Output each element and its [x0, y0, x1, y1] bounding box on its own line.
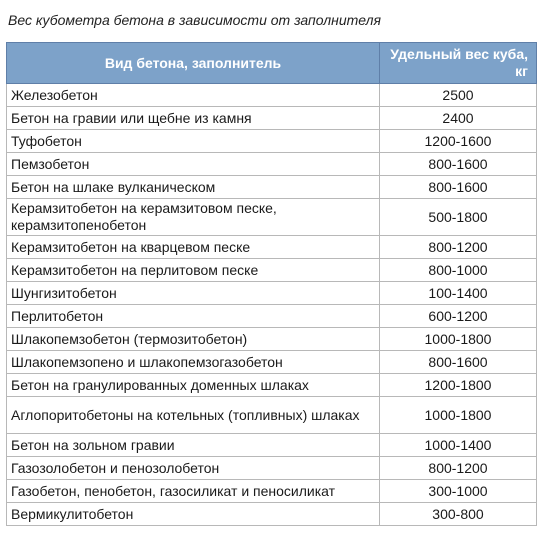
row-value-cell: 2400: [380, 107, 537, 130]
row-name-cell: Бетон на зольном гравии: [7, 434, 380, 457]
row-name-cell: Газозолобетон и пенозолобетон: [7, 457, 380, 480]
row-value-cell: 300-800: [380, 503, 537, 526]
column-header-type: Вид бетона, заполнитель: [7, 43, 380, 84]
table-row: [7, 282, 537, 305]
table-row: [7, 351, 537, 374]
row-name-cell: Туфобетон: [7, 130, 380, 153]
row-name-cell: Шунгизитобетон: [7, 282, 380, 305]
table-row: [7, 305, 537, 328]
row-value-cell: 800-1200: [380, 457, 537, 480]
table-row: [7, 199, 537, 236]
row-value-cell: 500-1800: [380, 199, 537, 236]
row-value-cell: 800-1600: [380, 176, 537, 199]
row-value-cell: 800-1200: [380, 236, 537, 259]
row-name-cell: Шлакопемзобетон (термозитобетон): [7, 328, 380, 351]
table-row: [7, 503, 537, 526]
table-row: [7, 153, 537, 176]
row-name-cell: Шлакопемзопено и шлакопемзогазобетон: [7, 351, 380, 374]
table-row: [7, 84, 537, 107]
row-value-cell: 800-1600: [380, 153, 537, 176]
concrete-density-table: [6, 42, 537, 526]
table-row: [7, 374, 537, 397]
row-name-cell: Перлитобетон: [7, 305, 380, 328]
row-value-cell: 100-1400: [380, 282, 537, 305]
table-row: [7, 176, 537, 199]
row-name-cell: Керамзитобетон на керамзитовом песке, керамзитопенобетон: [7, 199, 380, 236]
row-value-cell: 300-1000: [380, 480, 537, 503]
row-name-cell: Керамзитобетон на перлитовом песке: [7, 259, 380, 282]
row-value-cell: 800-1600: [380, 351, 537, 374]
row-name-cell: Бетон на гравии или щебне из камня: [7, 107, 380, 130]
row-name-cell: Бетон на гранулированных доменных шлаках: [7, 374, 380, 397]
table-row: [7, 236, 537, 259]
row-value-cell: 1000-1400: [380, 434, 537, 457]
column-header-weight: Удельный вес куба, кг: [380, 43, 537, 84]
table-row: [7, 130, 537, 153]
row-name-cell: Бетон на шлаке вулканическом: [7, 176, 380, 199]
row-value-cell: 1200-1600: [380, 130, 537, 153]
row-name-cell: Железобетон: [7, 84, 380, 107]
row-value-cell: 800-1000: [380, 259, 537, 282]
row-value-cell: 1000-1800: [380, 328, 537, 351]
row-name-cell: Аглопоритобетоны на котельных (топливных) шлаках: [7, 397, 380, 434]
table-row: [7, 107, 537, 130]
row-name-cell: Газобетон, пенобетон, газосиликат и пеносиликат: [7, 480, 380, 503]
table-row: [7, 457, 537, 480]
header-row: [7, 43, 537, 84]
row-value-cell: 1000-1800: [380, 397, 537, 434]
row-name-cell: Пемзобетон: [7, 153, 380, 176]
table-row: [7, 480, 537, 503]
row-name-cell: Керамзитобетон на кварцевом песке: [7, 236, 380, 259]
table-caption: Вес кубометра бетона в зависимости от заполнителя: [8, 12, 381, 28]
table-row: [7, 259, 537, 282]
row-name-cell: Вермикулитобетон: [7, 503, 380, 526]
table-row: [7, 397, 537, 434]
row-value-cell: 600-1200: [380, 305, 537, 328]
table-row: [7, 434, 537, 457]
row-value-cell: 2500: [380, 84, 537, 107]
table-row: [7, 328, 537, 351]
row-value-cell: 1200-1800: [380, 374, 537, 397]
